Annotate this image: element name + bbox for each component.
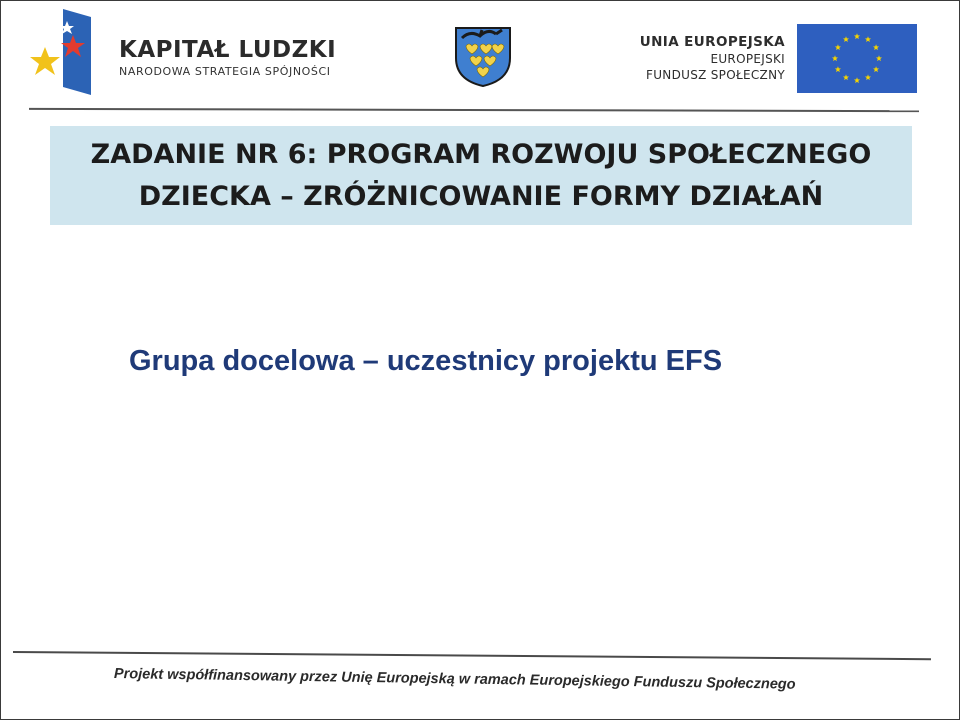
cofinancing-statement: Projekt współfinansowany przez Unię Europejską w ramach Europejskiego Funduszu Społecznego <box>113 666 796 693</box>
target-group-heading: Grupa docelowa – uczestnicy projektu EFS <box>129 345 723 377</box>
kapital-ludzki-wordmark <box>119 37 336 78</box>
program-title: KAPITAŁ LUDZKI <box>119 37 337 63</box>
kapital-ludzki-logo-icon <box>29 7 93 97</box>
task-title-line-2: DZIECKA – ZRÓŻNICOWANIE FORMY DZIAŁAŃ <box>138 180 824 212</box>
coat-of-arms-icon <box>450 24 516 88</box>
eu-flag-icon <box>797 24 917 93</box>
header-divider <box>29 108 919 112</box>
program-subtitle: NARODOWA STRATEGIA SPÓJNOŚCI <box>119 65 331 78</box>
eu-fund-line1: EUROPEJSKI <box>710 52 785 66</box>
task-title-line-1: ZADANIE NR 6: PROGRAM ROZWOJU SPOŁECZNEGO <box>90 138 872 170</box>
footer-divider <box>13 651 931 660</box>
task-title-band <box>50 126 912 225</box>
eu-fund-line2: FUNDUSZ SPOŁECZNY <box>646 68 785 82</box>
eu-wordmark <box>601 33 785 83</box>
eu-title: UNIA EUROPEJSKA <box>639 34 785 50</box>
